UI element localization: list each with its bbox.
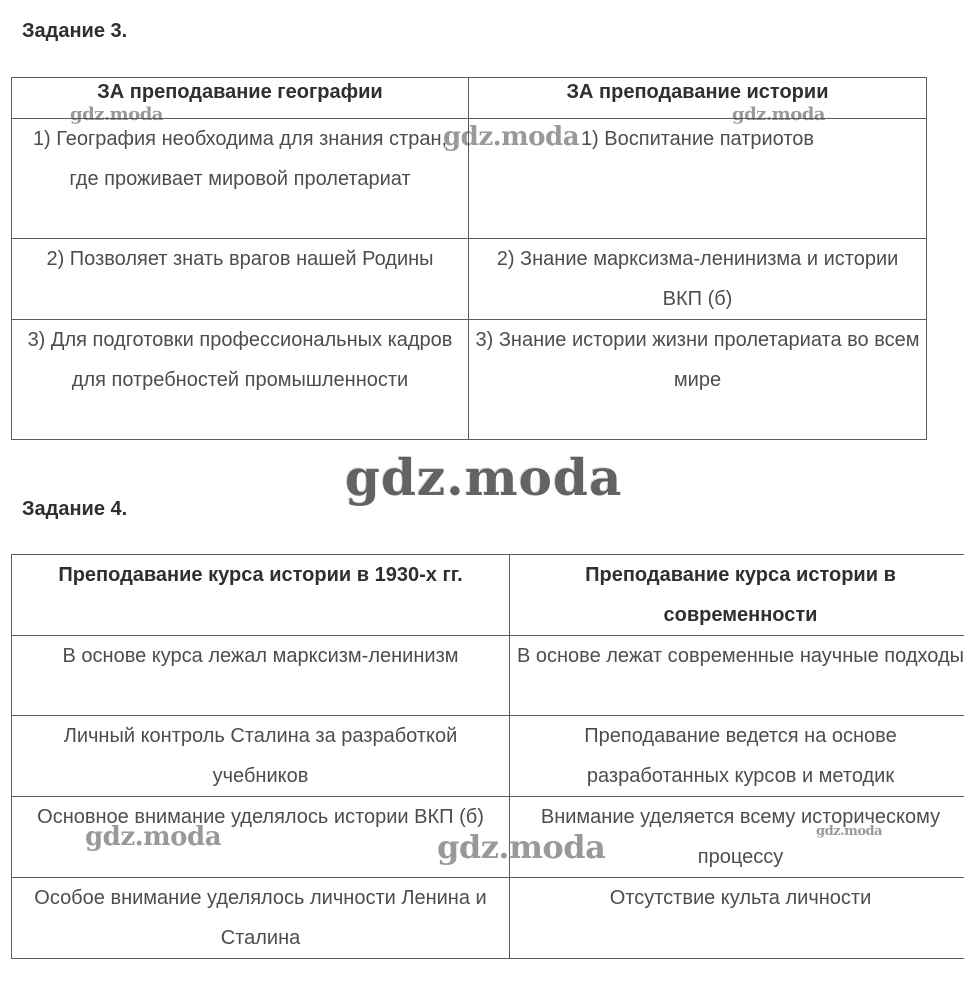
table-row [12,878,964,959]
table-cell: 2) Знание марксизма-ленинизма и истории ВКП (б) [469,239,927,320]
watermark: gdz.moda [345,448,623,507]
watermark: gdz.moda [732,104,825,125]
table-cell: 1) География необходима для знания стран, где проживает мировой пролетариат [12,119,469,239]
table-row [12,636,964,716]
table-row [12,320,927,440]
header-history: ЗА преподавание истории [469,78,927,119]
table-cell: В основе лежат современные научные подходы [510,636,964,716]
watermark: gdz.moda [816,824,883,839]
table-cell: Отсутствие культа личности [510,878,964,959]
table-cell: Преподавание ведется на основе разработанных курсов и методик [510,716,964,797]
task3-table [11,77,927,440]
table-cell: Личный контроль Сталина за разработкой учебников [12,716,510,797]
task4-heading: Задание 4. [22,498,128,520]
table-cell: Особое внимание уделялось личности Ленина и Сталина [12,878,510,959]
table-cell: 3) Знание истории жизни пролетариата во всем мире [469,320,927,440]
table-cell: 1) Воспитание патриотов [469,119,927,239]
watermark: gdz.moda [85,822,222,852]
table-header-row [12,78,927,119]
table-cell: Внимание уделяется всему историческому процессу [510,797,964,878]
task3-heading: Задание 3. [22,20,128,42]
table-header-row [12,555,964,636]
table-cell: 3) Для подготовки профессиональных кадров для потребностей промышленности [12,320,469,440]
table-row [12,119,927,239]
table-row [12,716,964,797]
watermark: gdz.moda [70,104,163,125]
table-cell: В основе курса лежал марксизм-ленинизм [12,636,510,716]
table-row [12,797,964,878]
task4-table [11,554,964,959]
watermark: gdz.moda [443,122,580,152]
header-geography: ЗА преподавание географии [12,78,469,119]
header-1930s: Преподавание курса истории в 1930-х гг. [12,555,510,636]
watermark: gdz.moda [437,828,606,866]
table-row [12,239,927,320]
header-modern: Преподавание курса истории в современности [510,555,964,636]
table-cell: Основное внимание уделялось истории ВКП (б) [12,797,510,878]
table-cell: 2) Позволяет знать врагов нашей Родины [12,239,469,320]
